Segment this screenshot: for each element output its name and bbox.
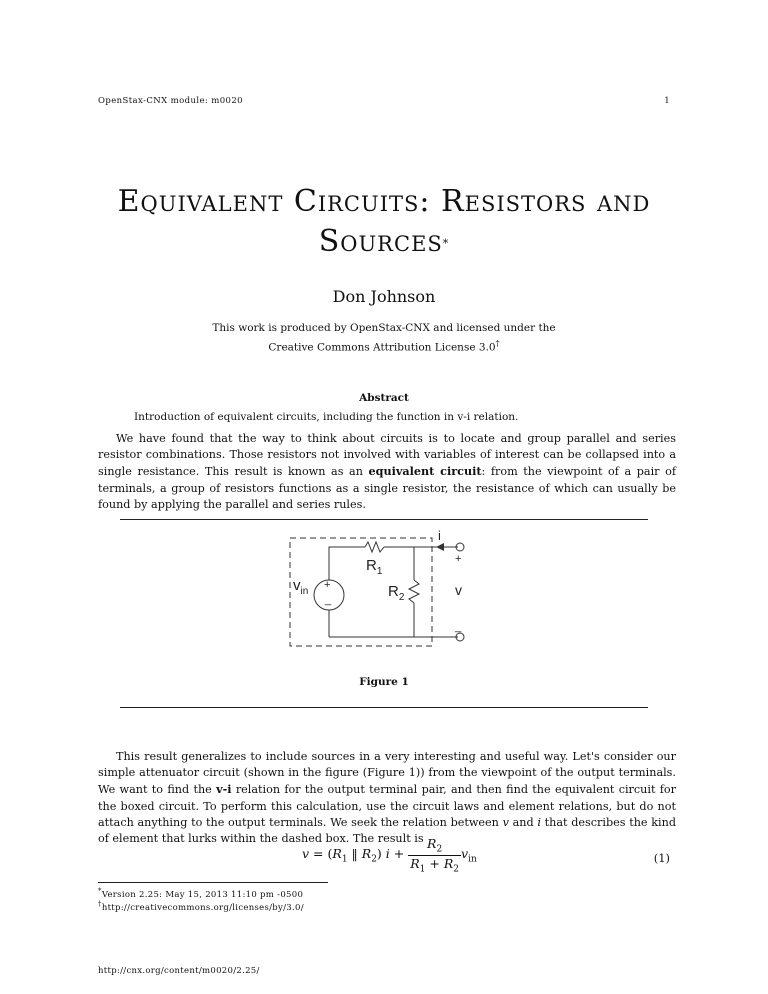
figure-top-rule [120,519,648,520]
output-plus: + [455,553,462,565]
top-wire-left [329,547,365,580]
para2-bold-term: v-i [216,782,232,797]
output-minus: _ [455,621,462,633]
equation-fraction: $\frac{R_2}{R_1 + R_2}$ [410,836,459,874]
header-module-id: OpenStax-CNX module: m0020 [98,96,243,106]
para2-text-a: This result generalizes to include sources in a very interesting and useful way. Let's consider our simple attenuator circuit (shown in the figure (Figure 1)) from the viewpoint of the output terminals. We want to find the [98,750,676,797]
resistor-r1 [365,542,384,552]
footnote-version: *Version 2.25: May 15, 2013 11:10 pm -0500 [98,887,304,900]
license-line-2: Creative Commons Attribution License 3.0 [268,341,496,354]
figure-caption: Figure 1 [359,676,409,688]
source-minus: _ [325,594,332,606]
title-line-2: Sources [318,224,443,259]
equation-1: $v = (R_1$ ‖ $R_2$) i + $\frac{R_2}{R_1 + R_2}$ $v_{in}$ [302,836,477,874]
footnote-rule [98,882,328,883]
footer-url[interactable]: http://cnx.org/content/m0020/2.25/ [98,966,260,976]
title-line-1: Equivalent Circuits: Resistors and [117,184,651,219]
dashed-box [290,538,432,646]
vin-label: $v_{in}$ [293,577,309,597]
title-footnote-mark: * [442,237,450,250]
page-number: 1 [664,96,670,106]
para1-text-b: : from the viewpoint of a pair of terminals, a group of resistors functions as a single resistor, the resistance of which can usually be found by applying the parallel and series rules. [98,465,676,511]
source-plus: + [324,579,331,591]
paragraph-intro [98,431,676,513]
equation-number: (1) [653,851,670,865]
r2-label: $R_2$ [388,583,405,603]
para2-text-b: relation for the output terminal pair, and then find the equivalent circuit for the boxed circuit. To perform this calculation, use the circuit laws and element relations, but do not attach anything to the output terminals. We seek the relation between [98,783,676,829]
page-title [0,182,768,262]
circuit-diagram [280,528,480,652]
para2-var-i: i [537,815,541,829]
current-arrow-head [436,543,444,551]
abstract-text: Introduction of equivalent circuits, including the function in v-i relation. [134,411,519,423]
para2-text-c: and [508,815,538,829]
para1-bold-term: equivalent circuit [368,464,482,479]
resistor-r2 [409,580,419,603]
license-line-1: This work is produced by OpenStax-CNX and licensed under the [212,322,556,334]
r1-label: $R_1$ [366,557,383,577]
paragraph-generalization [98,749,676,847]
abstract-heading: Abstract [359,392,409,404]
author: Don Johnson [332,287,436,306]
para2-var-v: v [502,815,509,829]
license-notice [0,320,768,356]
output-voltage-label: v [455,582,462,598]
current-label: i [438,528,441,543]
para2-text-d: that describes the kind of element that lurks within the dashed box. The result is [98,815,676,846]
license-footnote-mark: † [495,339,500,348]
para1-text-a: We have found that the way to think about circuits is to locate and group parallel and series resistor combinations. Those resistors not involved with variables of interest can be collapsed into a single resistance. This result is known as an [98,432,676,479]
figure-bottom-rule [120,707,648,708]
footnote-license-url[interactable]: †http://creativecommons.org/licenses/by/3.0/ [98,900,304,913]
